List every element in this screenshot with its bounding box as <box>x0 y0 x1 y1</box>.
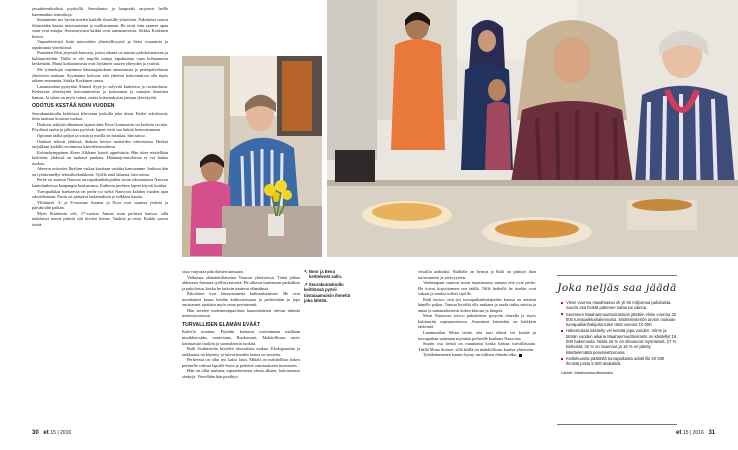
paragraph: Suurin osa heistä on muuttanut koska haluaa turvallisuutta. Täällä Mona iloitsee, sillä heillä on mahdollisuus kuulua yhteisöön. <box>418 341 536 352</box>
paragraph: Abeerin aviomies Ibrahim vaikaa kuvitaan vauhtia kanssamme. Irakissa hän on työskennellyt tekstiiliteknikkona. Työllä mitä lahansa, hän toteaa. <box>32 166 168 177</box>
paragraph: Me työntekijät vaatimme hätämajoituksen antamisesta ja perhepalveluista yhteisöön mukaan. Syytämme kokoon, että yhteisöt kokoontuivat olla myös arkeen enemmän, Sirkka Koskinen sanoo. <box>32 67 168 84</box>
paragraph: Opimme täältä paljon ja toisin ja meillä on hauskaa, hän sanoo. <box>37 133 146 139</box>
article-column-2 <box>182 269 300 379</box>
paragraph: Pakolaiset ovat kiinnostuneita kulttuuristamme. He ovat muuttaneet kauas heidän kulttuureistaan ja perheistään ja jopa omistaneet ajoittain myös omat perinteensä. <box>182 291 300 308</box>
paragraph: Punainen Risti järjestää kursseja, joissa aikana on tutustu pakolaisnaiseen ja kulttuuriseihin. Niille ei ole tarjolla tuttuja tapahtumia vaan kohtaamisia keskenään. Mutta kohtaamisista ovat löytäneet suuren yhteyden ja ystäviä. <box>32 50 168 67</box>
fact-item: Viime vuonna maailmassa oli yli 65 miljoonaa pakolaista. Suurin osa heistä pakenee sotaa tai vainoa. <box>561 300 677 311</box>
paragraph: Oonkset tekivät yhdessä, diakoni kertoo tuotteiden valmistusta. Herkut tarjoillaan kaikille avoimessa kahvitilaisuudessa. <box>32 138 168 150</box>
fact-item: Hakemuksia käsitelty vei kestää jopa vuoden. Viime ja tämän vuoden aikana Maahanmuuttovirasto on käsitellyt 18 000 hakemusta. Niistä 25 % on sitoutunut myönteisiä, 27 % kielteisiä, 32 % on rauennut ja 16 % on jätetty käsittelemättä perusteettomana. <box>561 328 677 354</box>
caption-line: ↗ Seurakuntakodin keittiössä pyörii tiistaiaamuisin ihmeitä joka lähtöä. <box>304 281 351 304</box>
paragraph: Kolmekymppinen Abeer Alkleme kaavii appelsiinia. Hän tulee mielellään keittiöön, yhdessä on mukava puuhata. Hätämajoitusoloissa ei voi laittaa ruokaa. <box>32 149 168 166</box>
page-folio-left <box>32 430 71 436</box>
paragraph: Perheessä on ollut nyt kaksi lasta. Mikäli on mahdollista hakea perheelle vahvaa lapsille-kotia ja perhettä omistaakseen tuomiseen. <box>182 357 300 368</box>
paragraph: Valkeasta elämänkiltaiseina Nauvon yhteisöissä. Tämä johtaa ahkerasta ihanasta työllistymisestä. He alkavat tuntemaan paikallisia ja pakolaisia, koska he tarkoin tuntevat elämäänsä. <box>182 274 300 291</box>
paragraph: Kahvila avautuu. Pöytään kantavat osoittamaan malliaan nimikkeissään, tuotteitaan. Ruokavarat. Mahdollisuus myös kotimaisiin ruokiin ja suomalaisiin ruokiin. <box>182 329 300 346</box>
paragraph: Hän arvelee molemminpuolisen kunnioituksen olevan tärkeää menestymisessä. <box>182 307 300 319</box>
caption-line: ↖ Noor ja Eeva <box>304 269 335 274</box>
paragraph: sista varjostaa pakolaisten tuntuaan. <box>182 269 244 274</box>
fact-box-title: Joka neljäs saa jäädä <box>557 282 677 294</box>
section-heading: ODOTUS KESTÄÄ NOIN VUODEN <box>32 103 115 110</box>
caption-line: keittelevät salin. <box>309 274 343 280</box>
photo-kitchen-woman-child <box>182 56 322 257</box>
fact-item: Suomeen Maahanmuuttovirastoon jätettiin viime vuonna 32 500 turvapaikkahakemusta. Sisäministeriön arvion mukaan turvapaikanhakijoita tulee tänä vuonna 10 000. <box>561 312 677 328</box>
paragraph: Hän on ollut mukana vapaaehtoisena alusta alkaen, kokoamassa sänkyjä. Vierellään hän pysähtyi. <box>182 368 300 379</box>
paragraph: Lammasahaa pystyttää Ahmed ilyyä jo solyvitä kurkeissa ja ravintolassa. Kiehtavaa yhteistyötä kotoutumisesta ja kotimaasta ja samojen ihmisten kanssa. Ja sitten on myös tuttua, mutta kokemuksista jaetaan yhteistyötä. <box>32 83 168 100</box>
paragraph: Myös Ibrahimin veli, 17-vuotias Anmar asuu perheen kanssa, sillä tutkilaiset tuovat pitävät sitä tiiviisti kotina. Vauhtia ja vettä. Kaikki saavat tietää. <box>32 210 168 227</box>
paragraph: vitsailla arabiaksi. Raillalle on hymyä ja Raili on päässyt ihan tuttavuuteen ja ystävyyteen. <box>418 269 536 280</box>
section-heading: TURVALLISEN ELÄMÄN EVÄÄT <box>182 321 261 328</box>
paragraph: Tyttökämmenen kaunis hymy, turvallisen elämän alku. <box>418 352 536 358</box>
paragraph: Moni Nauvossa toivoo pakolaisten pysyvän alueella ja myös kulttuuriin sopeutumisessa. Asuminen kuitenkin on kaikkein tärkeintä. <box>418 313 536 330</box>
page-number: 30 <box>32 430 39 436</box>
paragraph: Lammastilan Mona tietää, että uusi elämä voi kestää ja turvapaikan saatetaan myöntää perheelle kaukana Nauvosta. <box>418 330 536 341</box>
fact-source: Lähde: Maahanmuuttovirasto <box>561 369 613 375</box>
issue-label: 15 | 2016 <box>683 430 704 436</box>
paragraph: Raili kertoo, että työ turvapaikanhakijoiden kanssa on antanut hänelle paljon. Tuntuu hyvältä olla mukana ja saada tutkia asioita ja antaa ja samanaikaisesti kokea kiitosta ja lämpöä. <box>418 296 536 313</box>
magazine-name: et <box>676 430 682 436</box>
paragraph: Seurakuntakodin keittiössä lehvotaan joukolla joka tiistai. Kielet sekoittuvat, ilma tuoksuu kotoista ruokaa. <box>32 110 168 122</box>
paragraph: Suttaminen tuo hyvän mielen kaikille ihmisille yhteisöön. Pakolaiset saavat tilaisuuden kaasta tietoisuutensa ja osallistumaan. He eivät vain saaneet apua vaan ovat antajia. Avustustyössä kaikki ovat samanarvoisia, Sirkka Koskinen kertoo. <box>32 17 168 39</box>
issue-label: 15 | 2016 <box>50 430 72 436</box>
fact-item: Keskikuussa päätöstä turvapaikasta odotti liki 20 000 ihmistä joista 5 500 alaikäisiä. <box>561 356 677 367</box>
page-number: 31 <box>708 430 716 436</box>
photo-kitchen-group <box>327 0 738 257</box>
paragraph: Perhe on asuinut Nauvon turvapaikanhakijoiden tavan odottamassa Nauvon kantolankoissa kaupungin keskustassa. Kaikesta perheen lapset käyvät koulua. <box>32 177 168 188</box>
article-column-1 <box>32 6 168 227</box>
paragraph: Vapaaehtoistyö lisää naisvoiden yhteisöllisyyttä ja lisäsi osaamista ja tapahtumia yhteisöissä. <box>32 39 168 50</box>
paragraph: Diakoni, näkijän alkaineen lapsen ääni Eeva Grammerin on keittiön syvään. Pöydässä taulut ja jalkoissa pyörivät lapset eivät saa häiritä hermostumaan. <box>32 121 168 133</box>
paragraph: Turvapaikkaa haettaessa on perhe toi sieltä Nauvoon kahden vuoden ajan odottelemaan. Ensin on päästävä hakemuksen ja tulkkien kautta. <box>32 188 168 200</box>
article-column-3 <box>418 269 536 358</box>
paragraph: Vanhempani sanovat usein muutamasta sanasta että ovat perhe. He toivat kirjoittaneen sen täällä; Tällä hetkellä he itsekin ovat vakaat ja tutuksi tulleet sijoille. <box>418 280 536 297</box>
paragraph: javaahteenkodista joyskyllä. Seurakunta ja kaupunki tarjoavat heille kummankin toimitiloja. <box>32 6 168 17</box>
fact-box <box>557 275 677 425</box>
fact-list <box>557 300 677 367</box>
page-folio-right <box>676 430 715 436</box>
magazine-name: et <box>43 430 49 436</box>
photo-caption <box>304 269 358 303</box>
paragraph: Ylittäneet. 3- ja 8-vuotiaat Ammar ja Noor ovat saaneet ystäviä ja päiväkodin paikan. <box>32 199 168 211</box>
end-mark <box>519 354 522 357</box>
paragraph: Raili Svahnström kiittelee ekosottista makua. Ekologisuutta ja tarkkuutta on käytetty ja tulevaisuuden laatua on nostettu. <box>182 346 300 357</box>
